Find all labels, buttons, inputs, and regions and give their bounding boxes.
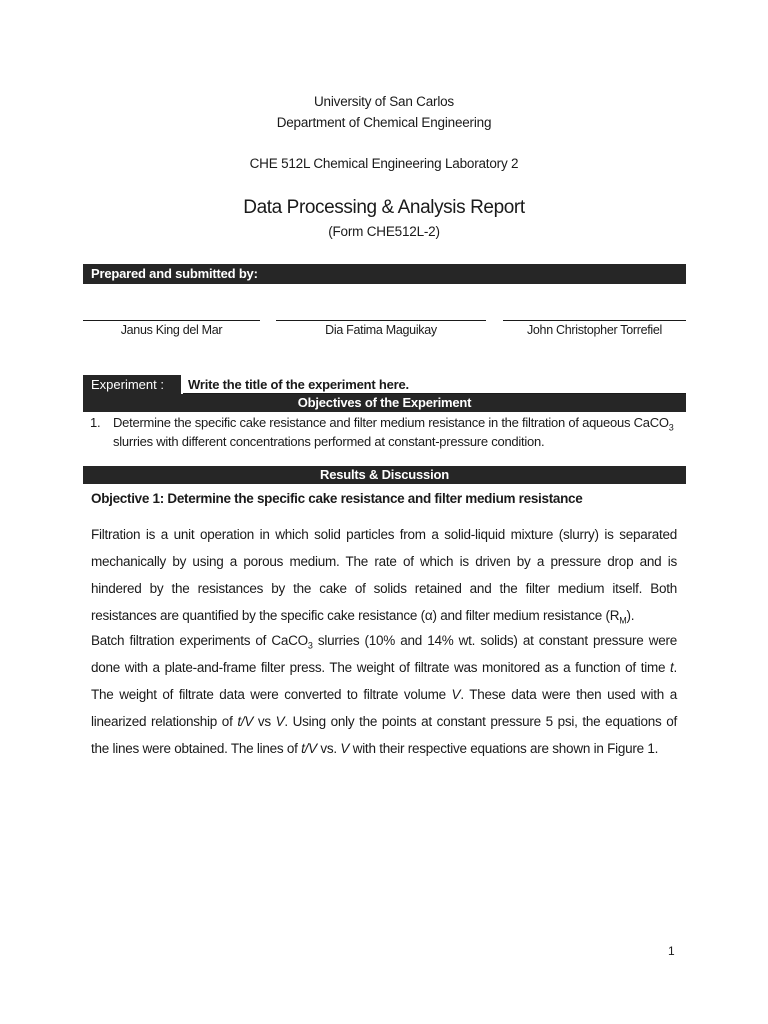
signature-line-3	[503, 320, 686, 321]
paragraph-filtration-intro: Filtration is a unit operation in which solid particles from a solid-liquid mixture (slurry) is separated mechanically by using a porous medium. The rate of which is driven by a pressure drop and is hindered by the resistances by the cake of solids retained and the filter medium itself. Both resistances are quantified by the specific cake resistance (α) and filter medium resistance $(R_M)$.	[91, 527, 677, 626]
department-name: Department of Chemical Engineering	[276, 115, 492, 130]
objectives-heading: Objectives of the Experiment	[83, 394, 686, 412]
report-title: Data Processing & Analysis Report	[243, 197, 525, 218]
signature-line-2	[276, 320, 486, 321]
university-name: University of San Carlos	[313, 94, 454, 109]
prepared-by-heading: Prepared and submitted by:	[83, 264, 686, 284]
objective-text: Determine the specific cake resistance and filter medium resistance in the filtration of aqueous CaCO$_3$ slurries with different concentrations performed at constant-pressure condition.	[113, 415, 674, 449]
experiment-title-field[interactable]: Write the title of the experiment here.	[188, 377, 409, 392]
objective-number: 1.	[90, 415, 101, 430]
experiment-label: Experiment :	[83, 375, 181, 395]
author-name: Dia Fatima Maguikay	[325, 323, 437, 337]
course-title: CHE 512L Chemical Engineering Laboratory 2	[249, 156, 519, 171]
results-discussion-heading: Results & Discussion	[83, 466, 686, 484]
author-name: Janus King del Mar	[120, 323, 223, 337]
author-name: John Christopher Torrefiel	[526, 323, 663, 337]
paragraph-batch-filtration: Batch filtration experiments of CaCO$_3$ slurries (10% and 14% wt. solids) at constant pressure were done with a plate-and-frame filter press. The weight of filtrate was monitored as a function of time t. The weight of filtrate data were converted to filtrate volume V. These data were then used with a linearized relationship of t/V vs V. Using only the points at constant pressure 5 psi, the equations of the lines were obtained. The lines of t/V vs. V with their respective equations are shown in Figure 1.	[91, 633, 677, 756]
form-code: (Form CHE512L-2)	[328, 224, 440, 239]
signature-line-1	[83, 320, 260, 321]
objective-1-heading: Objective 1: Determine the specific cake resistance and filter medium resistance	[91, 491, 583, 506]
page-number: 1	[668, 944, 675, 958]
objective-list-item	[83, 413, 686, 451]
